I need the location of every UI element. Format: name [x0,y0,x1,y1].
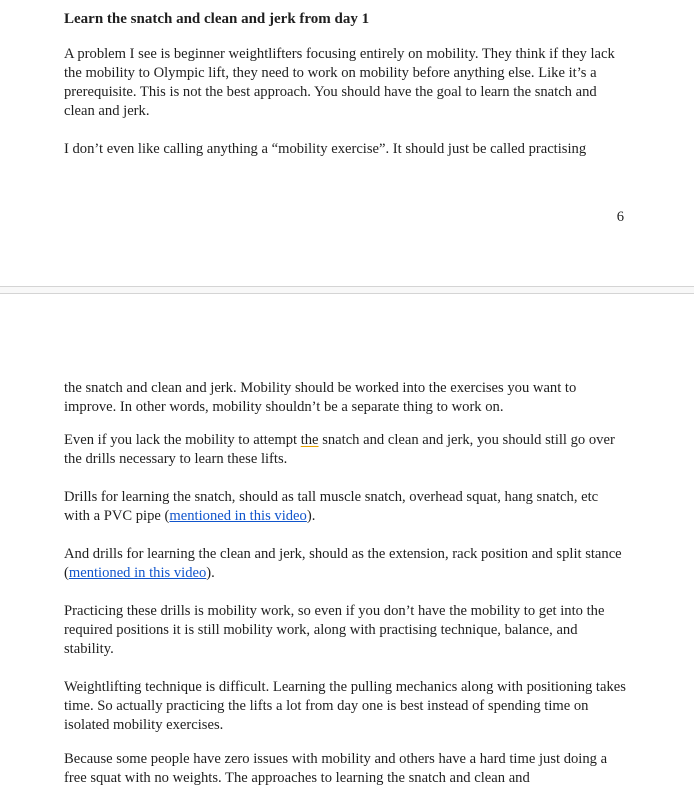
paragraph-text: snatch and clean and jerk, you should still go over the drills necessary to learn these lifts. [64,432,615,467]
paragraph-text: the snatch and clean and jerk. Mobility should be worked into the exercises you want to improve. In other words, mobility shouldn’t be a separate thing to work on. [64,380,577,415]
paragraph: I don’t even like calling anything a “mobility exercise”. It should just be called practising [64,141,587,157]
page-number: 6 [616,209,624,225]
paragraph-text: ). [206,565,215,581]
page-break-separator [0,286,694,294]
paragraph-text: ). [306,508,316,524]
paragraph [64,488,626,526]
document-page-6 [0,0,694,286]
paragraph: A problem I see is beginner weightlifters focusing entirely on mobility. They think if they lack the mobility to Olympic lift, they need to work on mobility before anything else. Like it’s a prerequisite. This is not the best approach. You should have the goal to learn the snatch and clean and jerk. [64,46,615,119]
video-link[interactable]: mentioned in this video [169,508,307,524]
paragraph: Practicing these drills is mobility work, so even if you don’t have the mobility to get into the required positions it is still mobility work, along with practising technique, balance, and stability. [64,603,605,657]
section-heading: Learn the snatch and clean and jerk from day 1 [64,11,370,27]
paragraph [64,545,626,583]
paragraph-text: Drills for learning the snatch, should as tall muscle snatch, overhead squat, hang snatch, etc with a PVC pipe ( [64,489,599,524]
paragraph [64,379,626,417]
video-link[interactable]: mentioned in this video [68,565,207,581]
paragraph [64,431,626,469]
paragraph-text: And drills for learning the clean and jerk, should as the extension, rack position and split stance ( [64,546,622,581]
paragraph-text: Even if you lack the mobility to attempt [64,432,301,448]
spellcheck-flagged-word[interactable]: the [300,432,319,448]
paragraph: Weightlifting technique is difficult. Learning the pulling mechanics along with positioning takes time. So actually practicing the lifts a lot from day one is best instead of spending time on isolated mobility exercises. [64,679,626,733]
paragraph: Because some people have zero issues with mobility and others have a hard time just doing a free squat with no weights. The approaches to learning the snatch and clean and [64,751,608,786]
document-page-7 [0,294,694,786]
